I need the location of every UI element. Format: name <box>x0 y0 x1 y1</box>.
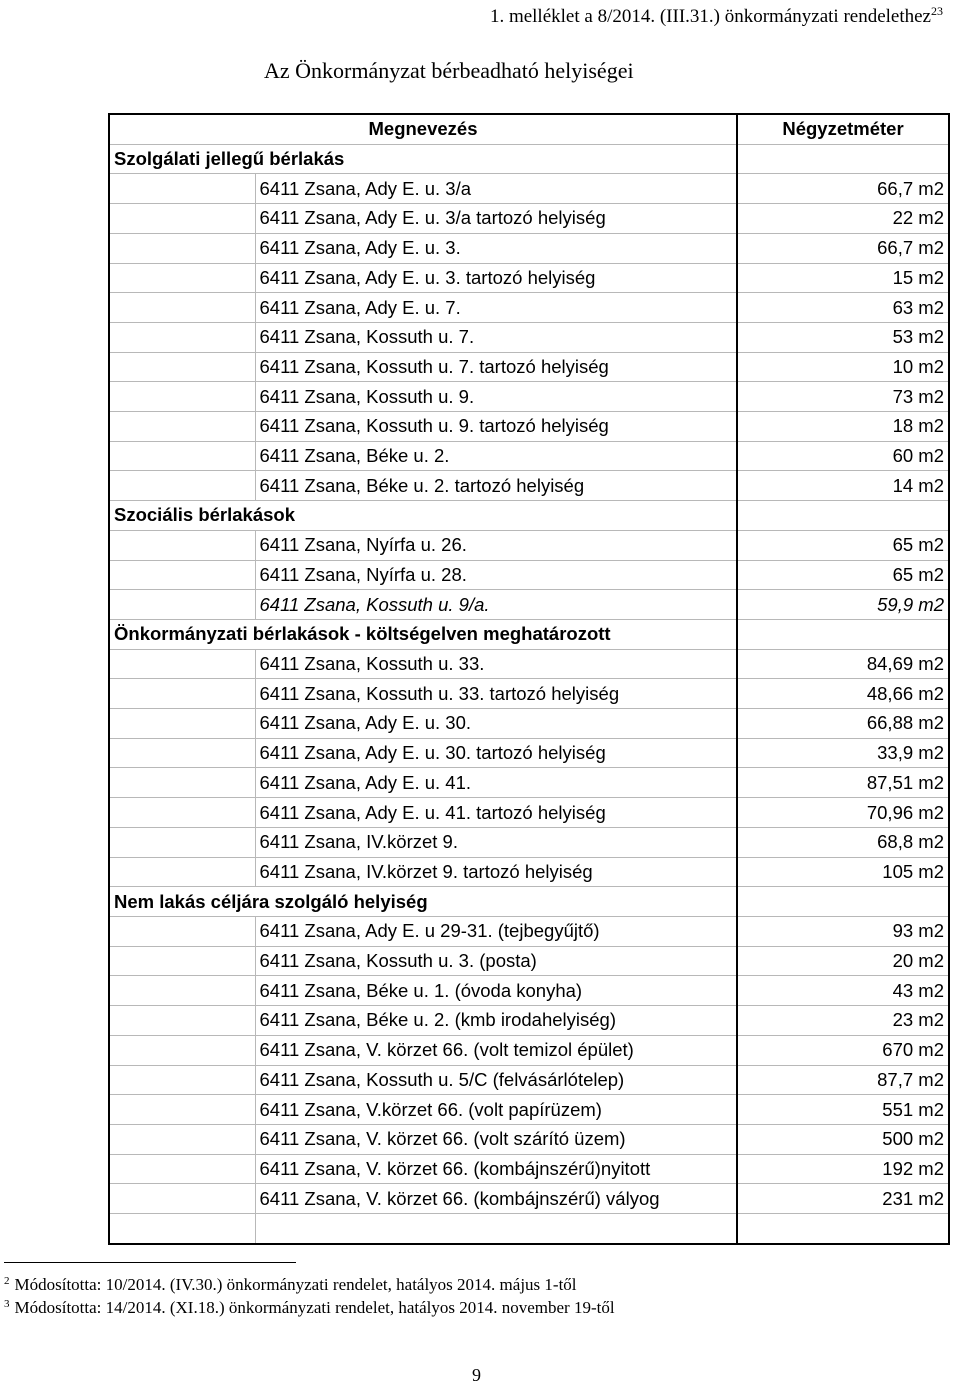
table-row <box>109 412 949 442</box>
room-area: 87,51 m2 <box>737 768 949 798</box>
indent-cell <box>109 709 255 739</box>
table-row <box>109 382 949 412</box>
indent-cell <box>109 352 255 382</box>
annex-reference <box>490 4 943 28</box>
room-area: 66,7 m2 <box>737 174 949 204</box>
table-row <box>109 649 949 679</box>
indent-cell <box>109 916 255 946</box>
room-area: 43 m2 <box>737 976 949 1006</box>
room-address: 6411 Zsana, Ady E. u. 3. tartozó helyiség <box>255 263 737 293</box>
indent-cell <box>109 946 255 976</box>
room-area: 70,96 m2 <box>737 798 949 828</box>
room-area: 68,8 m2 <box>737 827 949 857</box>
section-title: Szociális bérlakások <box>109 501 737 531</box>
room-area: 500 m2 <box>737 1124 949 1154</box>
table-row <box>109 560 949 590</box>
header-area: Négyzetméter <box>737 114 949 144</box>
table-row <box>109 530 949 560</box>
indent-cell <box>109 412 255 442</box>
footnote-ref: 23 <box>931 4 943 18</box>
indent-cell <box>109 382 255 412</box>
room-address: 6411 Zsana, Kossuth u. 9. tartozó helyiség <box>255 412 737 442</box>
empty-cell <box>109 1214 255 1244</box>
indent-cell <box>109 1184 255 1214</box>
table-row-empty <box>109 1214 949 1244</box>
indent-cell <box>109 204 255 234</box>
room-area: 18 m2 <box>737 412 949 442</box>
section-header-row <box>109 501 949 531</box>
room-address: 6411 Zsana, Ady E. u. 7. <box>255 293 737 323</box>
footnote-text: Módosította: 10/2014. (IV.30.) önkormányzati rendelet, hatályos 2014. május 1-től <box>14 1275 577 1294</box>
table-row <box>109 1124 949 1154</box>
room-area: 192 m2 <box>737 1154 949 1184</box>
section-area-empty <box>737 144 949 174</box>
room-address: 6411 Zsana, Ady E. u. 3/a <box>255 174 737 204</box>
indent-cell <box>109 233 255 263</box>
room-area: 22 m2 <box>737 204 949 234</box>
page-number: 9 <box>472 1365 481 1385</box>
room-area: 20 m2 <box>737 946 949 976</box>
indent-cell <box>109 263 255 293</box>
section-title: Nem lakás céljára szolgáló helyiség <box>109 887 737 917</box>
room-area: 65 m2 <box>737 530 949 560</box>
footnote <box>4 1275 577 1295</box>
empty-cell <box>255 1214 737 1244</box>
room-address: 6411 Zsana, Kossuth u. 9/a. <box>255 590 737 620</box>
room-address: 6411 Zsana, V. körzet 66. (kombájnszérű) vályog <box>255 1184 737 1214</box>
table-row <box>109 738 949 768</box>
room-area: 551 m2 <box>737 1095 949 1125</box>
table-row <box>109 174 949 204</box>
room-area: 73 m2 <box>737 382 949 412</box>
room-area: 105 m2 <box>737 857 949 887</box>
indent-cell <box>109 649 255 679</box>
indent-cell <box>109 1035 255 1065</box>
room-area: 670 m2 <box>737 1035 949 1065</box>
room-address: 6411 Zsana, Ady E. u. 30. <box>255 709 737 739</box>
room-address: 6411 Zsana, Ady E. u. 3. <box>255 233 737 263</box>
room-area: 60 m2 <box>737 441 949 471</box>
room-area: 15 m2 <box>737 263 949 293</box>
header-name: Megnevezés <box>109 114 737 144</box>
table-row <box>109 293 949 323</box>
footnote-text: Módosította: 14/2014. (XI.18.) önkormányzati rendelet, hatályos 2014. november 19-től <box>14 1298 615 1317</box>
section-title: Szolgálati jellegű bérlakás <box>109 144 737 174</box>
footnote-number: 3 <box>4 1298 10 1310</box>
table-row <box>109 1095 949 1125</box>
room-address: 6411 Zsana, Ady E. u. 41. tartozó helyiség <box>255 798 737 828</box>
table-row <box>109 976 949 1006</box>
table-row <box>109 322 949 352</box>
room-area: 65 m2 <box>737 560 949 590</box>
indent-cell <box>109 1006 255 1036</box>
table-row <box>109 204 949 234</box>
footnote <box>4 1298 615 1318</box>
room-area: 33,9 m2 <box>737 738 949 768</box>
room-address: 6411 Zsana, Kossuth u. 33. <box>255 649 737 679</box>
indent-cell <box>109 976 255 1006</box>
table-row <box>109 1154 949 1184</box>
table-row <box>109 709 949 739</box>
section-area-empty <box>737 887 949 917</box>
footnote-number: 2 <box>4 1275 10 1287</box>
table-row <box>109 1006 949 1036</box>
indent-cell <box>109 590 255 620</box>
room-address: 6411 Zsana, Nyírfa u. 26. <box>255 530 737 560</box>
room-address: 6411 Zsana, Béke u. 2. <box>255 441 737 471</box>
room-address: 6411 Zsana, V. körzet 66. (kombájnszérű)nyitott <box>255 1154 737 1184</box>
indent-cell <box>109 768 255 798</box>
table-header-row <box>109 114 949 144</box>
room-address: 6411 Zsana, Béke u. 2. tartozó helyiség <box>255 471 737 501</box>
section-area-empty <box>737 501 949 531</box>
indent-cell <box>109 1154 255 1184</box>
table-row <box>109 352 949 382</box>
table-row <box>109 798 949 828</box>
indent-cell <box>109 174 255 204</box>
table-row <box>109 471 949 501</box>
room-area: 231 m2 <box>737 1184 949 1214</box>
footnote-divider <box>4 1262 296 1263</box>
table-row <box>109 679 949 709</box>
table-row <box>109 768 949 798</box>
table-row <box>109 263 949 293</box>
indent-cell <box>109 530 255 560</box>
room-area: 66,88 m2 <box>737 709 949 739</box>
indent-cell <box>109 1065 255 1095</box>
room-address: 6411 Zsana, Kossuth u. 5/C (felvásárlótelep) <box>255 1065 737 1095</box>
room-address: 6411 Zsana, Béke u. 2. (kmb irodahelyiség) <box>255 1006 737 1036</box>
rooms-table-body <box>109 114 949 1244</box>
room-area: 48,66 m2 <box>737 679 949 709</box>
indent-cell <box>109 471 255 501</box>
table-row <box>109 1065 949 1095</box>
room-area: 93 m2 <box>737 916 949 946</box>
table-row <box>109 1184 949 1214</box>
indent-cell <box>109 560 255 590</box>
table-row <box>109 441 949 471</box>
room-address: 6411 Zsana, IV.körzet 9. tartozó helyiség <box>255 857 737 887</box>
room-area: 10 m2 <box>737 352 949 382</box>
indent-cell <box>109 1095 255 1125</box>
room-area: 63 m2 <box>737 293 949 323</box>
room-address: 6411 Zsana, Kossuth u. 9. <box>255 382 737 412</box>
room-area: 84,69 m2 <box>737 649 949 679</box>
section-header-row <box>109 619 949 649</box>
indent-cell <box>109 1124 255 1154</box>
indent-cell <box>109 293 255 323</box>
room-address: 6411 Zsana, V.körzet 66. (volt papírüzem) <box>255 1095 737 1125</box>
room-address: 6411 Zsana, IV.körzet 9. <box>255 827 737 857</box>
section-area-empty <box>737 619 949 649</box>
room-address: 6411 Zsana, Kossuth u. 7. <box>255 322 737 352</box>
room-area: 14 m2 <box>737 471 949 501</box>
room-address: 6411 Zsana, V. körzet 66. (volt temizol épület) <box>255 1035 737 1065</box>
section-title: Önkormányzati bérlakások - költségelven meghatározott <box>109 619 737 649</box>
indent-cell <box>109 827 255 857</box>
table-row <box>109 590 949 620</box>
room-address: 6411 Zsana, Ady E. u. 3/a tartozó helyiség <box>255 204 737 234</box>
room-area: 87,7 m2 <box>737 1065 949 1095</box>
indent-cell <box>109 322 255 352</box>
room-address: 6411 Zsana, Ady E. u 29-31. (tejbegyűjtő) <box>255 916 737 946</box>
room-address: 6411 Zsana, Nyírfa u. 28. <box>255 560 737 590</box>
table-row <box>109 946 949 976</box>
indent-cell <box>109 857 255 887</box>
indent-cell <box>109 798 255 828</box>
room-area: 66,7 m2 <box>737 233 949 263</box>
page-title: Az Önkormányzat bérbeadható helyiségei <box>264 58 634 83</box>
table-row <box>109 916 949 946</box>
room-address: 6411 Zsana, Ady E. u. 30. tartozó helyiség <box>255 738 737 768</box>
empty-cell <box>737 1214 949 1244</box>
indent-cell <box>109 679 255 709</box>
table-row <box>109 857 949 887</box>
indent-cell <box>109 738 255 768</box>
room-area: 23 m2 <box>737 1006 949 1036</box>
table-row <box>109 1035 949 1065</box>
room-area: 53 m2 <box>737 322 949 352</box>
rooms-table <box>108 113 950 1245</box>
table-row <box>109 233 949 263</box>
room-address: 6411 Zsana, Kossuth u. 33. tartozó helyiség <box>255 679 737 709</box>
annex-text: 1. melléklet a 8/2014. (III.31.) önkormányzati rendelethez <box>489 6 931 27</box>
section-header-row <box>109 887 949 917</box>
section-header-row <box>109 144 949 174</box>
indent-cell <box>109 441 255 471</box>
room-area: 59,9 m2 <box>737 590 949 620</box>
table-row <box>109 827 949 857</box>
room-address: 6411 Zsana, Ady E. u. 41. <box>255 768 737 798</box>
room-address: 6411 Zsana, Kossuth u. 7. tartozó helyiség <box>255 352 737 382</box>
room-address: 6411 Zsana, Béke u. 1. (óvoda konyha) <box>255 976 737 1006</box>
room-address: 6411 Zsana, V. körzet 66. (volt szárító üzem) <box>255 1124 737 1154</box>
room-address: 6411 Zsana, Kossuth u. 3. (posta) <box>255 946 737 976</box>
